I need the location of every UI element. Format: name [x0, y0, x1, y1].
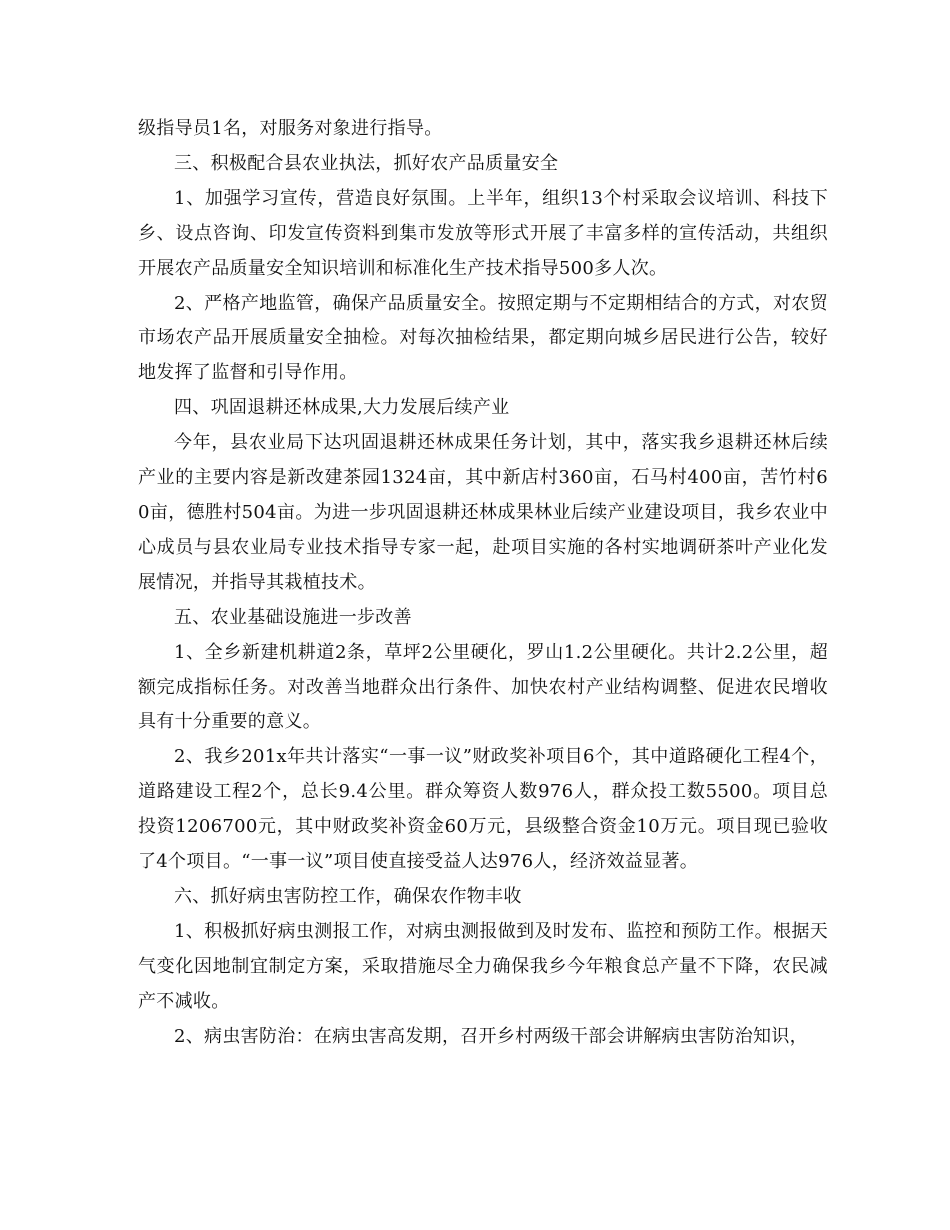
section-heading-6: 六、抓好病虫害防控工作，确保农作物丰收 [174, 885, 522, 907]
document-body [138, 112, 828, 1054]
section-heading-4: 四、巩固退耕还林成果,大力发展后续产业 [174, 397, 510, 419]
paragraph-3-2: 2、严格产地监管，确保产品质量安全。按照定期与不定期相结合的方式，对农贸市场农产品开展质量安全抽检。对每次抽检结果，都定期向城乡居民进行公告，较好地发挥了监督和引导作用。 [138, 292, 828, 384]
paragraph-3-1: 1、加强学习宣传，营造良好氛围。上半年，组织13个村采取会议培训、科技下乡、设点咨询、印发宣传资料到集市发放等形式开展了丰富多样的宣传活动，共组织开展农产品质量安全知识培训和标准化生产技术指导500多人次。 [138, 187, 828, 279]
paragraph-6-2: 2、病虫害防治：在病虫害高发期，召开乡村两级干部会讲解病虫害防治知识， [174, 1025, 808, 1047]
paragraph-5-1: 1、全乡新建机耕道2条，草坪2公里硬化，罗山1.2公里硬化。共计2.2公里，超额完成指标任务。对改善当地群众出行条件、加快农村产业结构调整、促进农民增收具有十分重要的意义。 [138, 641, 828, 733]
paragraph-intro-tail: 级指导员1名，对服务对象进行指导。 [138, 118, 443, 139]
section-heading-5: 五、农业基础设施进一步改善 [174, 606, 412, 628]
paragraph-5-2: 2、我乡201x年共计落实“一事一议”财政奖补项目6个，其中道路硬化工程4个，道路建设工程2个，总长9.4公里。群众筹资人数976人，群众投工数5500。项目总投资1206700元，其中财政奖补资金60万元，县级整合资金10万元。项目现已验收了4个项目。“一事一议”项目使直接受益人达976人，经济效益显著。 [138, 746, 828, 873]
paragraph-4-1: 今年，县农业局下达巩固退耕还林成果任务计划，其中，落实我乡退耕还林后续产业的主要内容是新改建茶园1324亩，其中新店村360亩，石马村400亩，苦竹村60亩，德胜村504亩。为进一步巩固退耕还林成果林业后续产业建设项目，我乡农业中心成员与县农业局专业技术指导专家一起，赴项目实施的各村实地调研茶叶产业化发展情况，并指导其栽植技术。 [138, 432, 828, 593]
paragraph-6-1: 1、积极抓好病虫测报工作，对病虫测报做到及时发布、监控和预防工作。根据天气变化因地制宜制定方案，采取措施尽全力确保我乡今年粮食总产量不下降，农民减产不减收。 [138, 920, 828, 1012]
section-heading-3: 三、积极配合县农业执法，抓好农产品质量安全 [174, 152, 559, 174]
